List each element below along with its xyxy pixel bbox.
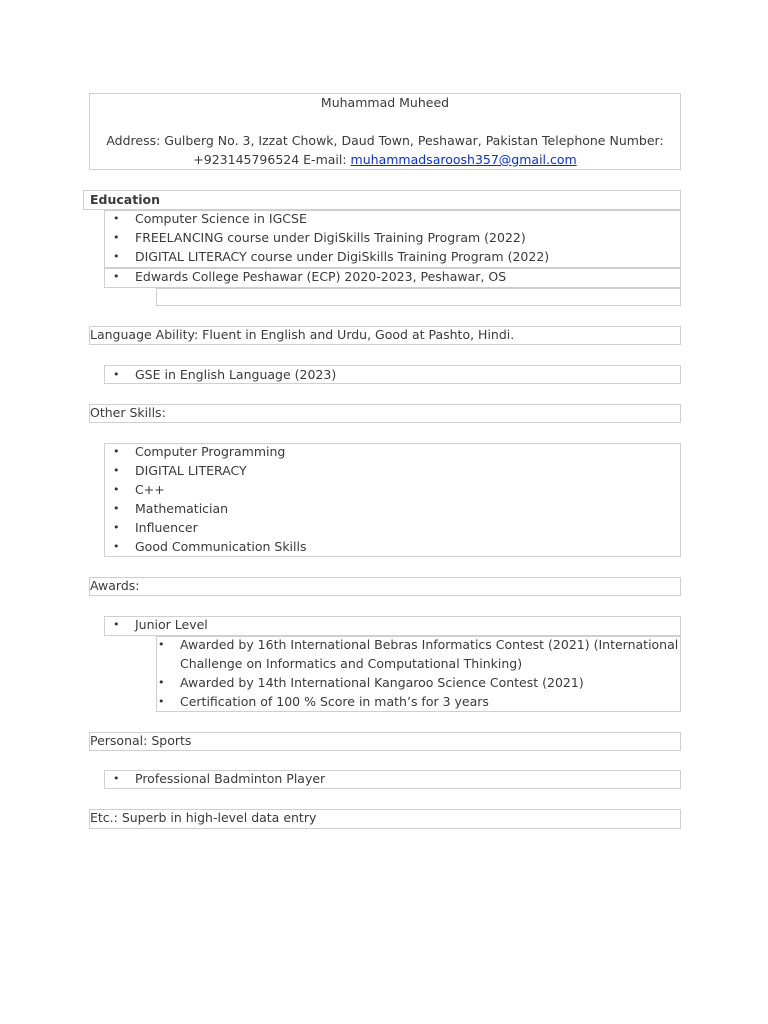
award-item: Certification of 100 % Score in math’s for 3 years — [180, 694, 489, 709]
etc-text: Etc.: Superb in high-level data entry — [90, 810, 317, 825]
skill-item: Influencer — [135, 520, 198, 535]
bullet-icon: • — [113, 772, 120, 785]
award-item: Awarded by 16th International Bebras Informatics Contest (2021) (International — [180, 637, 679, 652]
skill-item: Mathematician — [135, 501, 229, 516]
skill-item: C++ — [135, 482, 165, 497]
bullet-icon: • — [113, 464, 120, 477]
bullet-icon: • — [113, 540, 120, 553]
language-item: GSE in English Language (2023) — [135, 367, 337, 382]
other-skills-heading: Other Skills: — [90, 405, 166, 420]
language-ability: Language Ability: Fluent in English and Urdu, Good at Pashto, Hindi. — [90, 327, 515, 342]
bullet-icon: • — [113, 618, 120, 631]
bullet-icon: • — [113, 502, 120, 515]
personal-heading: Personal: Sports — [90, 733, 192, 748]
skill-item: Good Communication Skills — [135, 539, 307, 554]
bullet-icon: • — [113, 212, 120, 225]
bullet-icon: • — [158, 676, 165, 689]
contact-line-2 — [89, 150, 681, 169]
bullet-icon: • — [113, 483, 120, 496]
awards-heading: Awards: — [90, 578, 140, 593]
contact-line-1: Address: Gulberg No. 3, Izzat Chowk, Daud Town, Peshawar, Pakistan Telephone Number: — [106, 133, 664, 148]
bullet-icon: • — [113, 270, 120, 283]
education-empty-cell — [156, 288, 681, 306]
bullet-icon: • — [158, 638, 165, 651]
education-item: DIGITAL LITERACY course under DigiSkills Training Program (2022) — [135, 249, 550, 264]
bullet-icon: • — [113, 250, 120, 263]
education-heading: Education — [90, 192, 160, 207]
skill-item: Computer Programming — [135, 444, 286, 459]
bullet-icon: • — [113, 231, 120, 244]
other-skills-box — [89, 404, 681, 423]
award-item-continuation: Challenge on Informatics and Computational Thinking) — [180, 656, 523, 671]
awards-box — [89, 577, 681, 596]
bullet-icon: • — [113, 521, 120, 534]
skill-item: DIGITAL LITERACY — [135, 463, 247, 478]
email-link[interactable]: muhammadsaroosh357@gmail.com — [350, 152, 577, 167]
bullet-icon: • — [158, 695, 165, 708]
candidate-name: Muhammad Muheed — [320, 95, 450, 110]
phone-email-label: +923145796524 E-mail: — [193, 152, 351, 167]
awards-level: Junior Level — [135, 617, 208, 632]
education-item: Computer Science in IGCSE — [135, 211, 307, 226]
personal-item: Professional Badminton Player — [135, 771, 326, 786]
education-item: Edwards College Peshawar (ECP) 2020-2023, Peshawar, OS — [135, 269, 507, 284]
bullet-icon: • — [113, 445, 120, 458]
award-item: Awarded by 14th International Kangaroo Science Contest (2021) — [180, 675, 584, 690]
education-item: FREELANCING course under DigiSkills Training Program (2022) — [135, 230, 526, 245]
education-heading-box — [83, 190, 681, 210]
bullet-icon: • — [113, 368, 120, 381]
